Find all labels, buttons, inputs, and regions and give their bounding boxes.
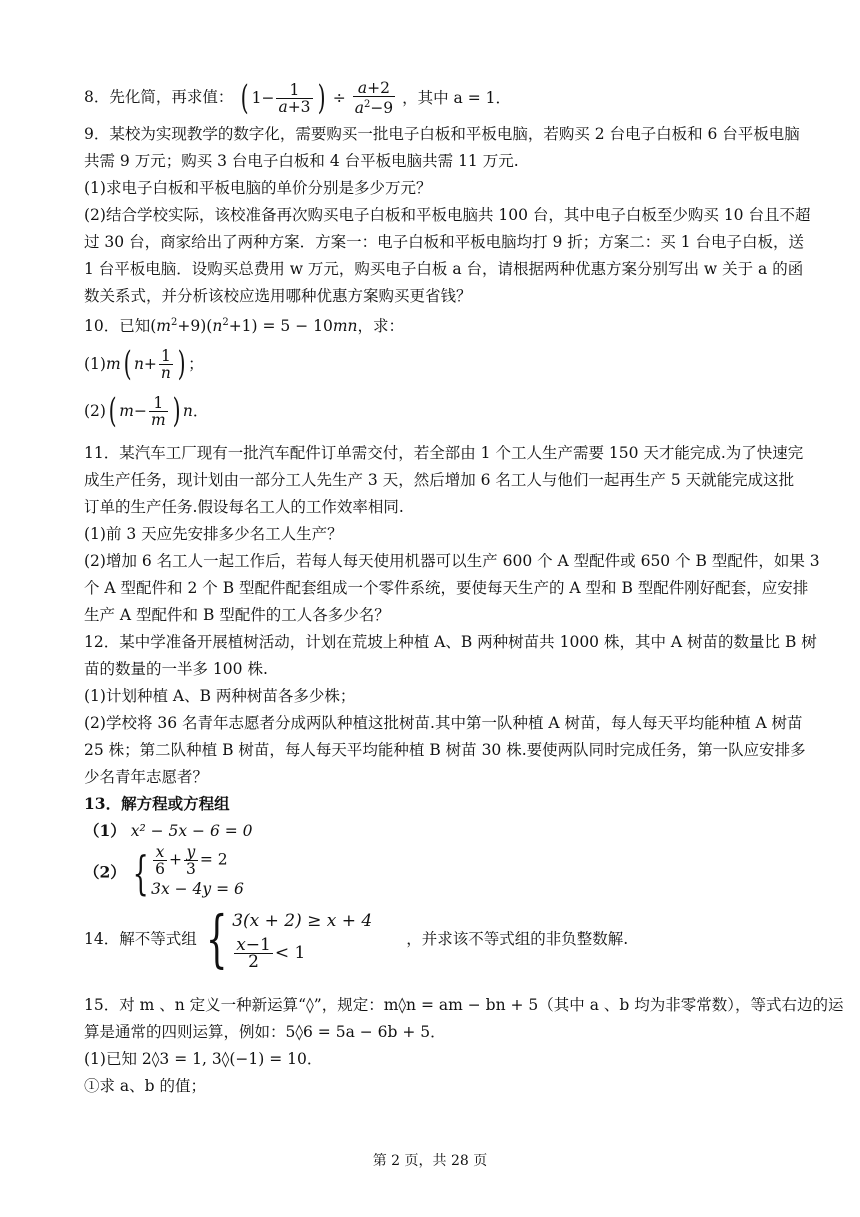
q14-suffix: ，并求该不等式组的非负整数解.	[406, 930, 629, 948]
question-8: 8．先化简，再求值： ( 1− $\frac{1}{a+3}$ ) ÷ $\frac{a+2}{a^2-9}$ ，其中 a = 1．	[84, 78, 511, 119]
q12-part-2-line-1: (2)学校将 36 名青年志愿者分成两队种植这批树苗.其中第一队种植 A 树苗，每人每天平均能种植 A 树苗	[84, 714, 803, 732]
q10-part-2: (2)( m− $\frac{1}{m}$ ) n．	[84, 391, 209, 431]
q15-line-2: 算是通常的四则运算，例如：5◊6 = 5a − 6b + 5．	[84, 1023, 446, 1041]
q15-part-1a: ①求 a、b 的值；	[84, 1077, 207, 1095]
q8-fraction-1: $\frac{1}{a+3}$	[278, 80, 311, 116]
q9-line-2: 共需 9 万元；购买 3 台电子白板和 4 台平板电脑共需 11 万元.	[84, 152, 519, 170]
q10-part-1-end: ；	[188, 355, 204, 373]
q13-part-1-label: （1）	[84, 821, 126, 840]
q14-inequality-1: 3(x + 2) ≥ x + 4	[232, 910, 373, 931]
q15-line-1: 15．对 m 、n 定义一种新运算“◊”，规定：m◊n = am − bn + 5（其中 a 、b 均为非零常数），等式右边的运	[84, 996, 844, 1014]
q10-part-1: (1)m( n+ $\frac{1}{n}$ ) ；	[84, 344, 204, 384]
q9-part-2-line-3: 1 台平板电脑．设购买总费用 w 万元，购买电子白板 a 台，请根据两种优惠方案分别写出 w 关于 a 的函	[84, 260, 804, 278]
q13-part-1	[84, 821, 253, 841]
q10-suffix: ，求：	[357, 317, 405, 336]
question-14: 14．解不等式组 { 3(x + 2) ≥ x + 4 $\frac{x-1}{2}$ < 1 ，并求该不等式组的非负整数解.	[84, 902, 629, 975]
q9-line-1: 9．某校为实现教学的数字化，需要购买一批电子白板和平板电脑，若购买 2 台电子白板和 6 台平板电脑	[84, 125, 800, 143]
q12-line-2: 苗的数量的一半多 100 株.	[84, 660, 268, 678]
q13-title: 13．解方程或方程组	[84, 794, 230, 813]
q13-part-2-label: （2）	[84, 862, 126, 882]
q10-prefix: 10．已知	[84, 317, 151, 336]
q12-part-2-line-3: 少名青年志愿者？	[84, 768, 209, 786]
q11-part-2-line-3: 生产 A 型配件和 B 型配件的工人各多少名？	[84, 606, 390, 624]
q11-line-2: 成生产任务，现计划由一部分工人先生产 3 天，然后增加 6 名工人与他们一起再生产 5 天就能完成这批	[84, 471, 795, 489]
question-10: 10．已知$(m^2+9)(n^2+1) = 5 - 10mn$，求：	[84, 317, 405, 336]
q13-part-2: （2） { $\frac{x}{6}$ + $\frac{y}{3}$ = 2 3x − 4y = 6	[84, 843, 244, 900]
q12-line-1: 12．某中学准备开展植树活动，计划在荒坡上种植 A、B 两种树苗共 1000 株，其中 A 树苗的数量比 B 树	[84, 633, 817, 651]
q8-prefix: 8．先化简，再求值：	[84, 88, 234, 107]
q11-line-3: 订单的生产任务.假设每名工人的工作效率相同.	[84, 498, 404, 516]
q11-part-2-line-2: 个 A 型配件和 2 个 B 型配件配套组成一个零件系统，要使每天生产的 A 型和 B 型配件刚好配套，应安排	[84, 579, 809, 597]
q9-part-2-line-2: 过 30 台，商家给出了两种方案．方案一：电子白板和平板电脑均打 9 折；方案二：买 1 台电子白板，送	[84, 233, 805, 251]
q12-part-1: (1)计划种植 A、B 两种树苗各多少株；	[84, 687, 356, 705]
q9-part-2-line-1: (2)结合学校实际，该校准备再次购买电子白板和平板电脑共 100 台，其中电子白板至少购买 10 台且不超	[84, 206, 811, 224]
q9-part-2-line-4: 数关系式，并分析该校应选用哪种优惠方案购买更省钱？	[84, 287, 472, 305]
q10-part-2-end: ．	[192, 402, 209, 420]
page-footer: 第 2 页，共 28 页	[372, 1153, 488, 1169]
q11-part-1: (1)前 3 天应先安排多少名工人生产？	[84, 525, 343, 543]
q11-line-1: 11．某汽车工厂现有一批汽车配件订单需交付，若全部由 1 个工人生产需要 150 天才能完成.为了快速完	[84, 444, 804, 462]
q13-part-1-equation: x² − 5x − 6 = 0	[130, 822, 253, 840]
q8-fraction-2: $\frac{a+2}{a^2-9}$	[354, 79, 394, 118]
q9-part-1: (1)求电子白板和平板电脑的单价分别是多少万元？	[84, 179, 432, 197]
q14-prefix: 14．解不等式组	[84, 930, 197, 948]
q13-part-2-equation-2: 3x − 4y = 6	[151, 880, 244, 898]
q15-part-1: (1)已知 2◊3 = 1, 3◊(−1) = 10．	[84, 1050, 323, 1068]
q8-suffix: ，其中 a = 1．	[402, 89, 511, 108]
q12-part-2-line-2: 25 株；第二队种植 B 树苗，每人每天平均能种植 B 树苗 30 株.要使两队同时完成任务，第一队应安排多	[84, 741, 806, 759]
q11-part-2-line-1: (2)增加 6 名工人一起工作后，若每人每天使用机器可以生产 600 个 A 型配件或 650 个 B 型配件，如果 3	[84, 552, 820, 570]
